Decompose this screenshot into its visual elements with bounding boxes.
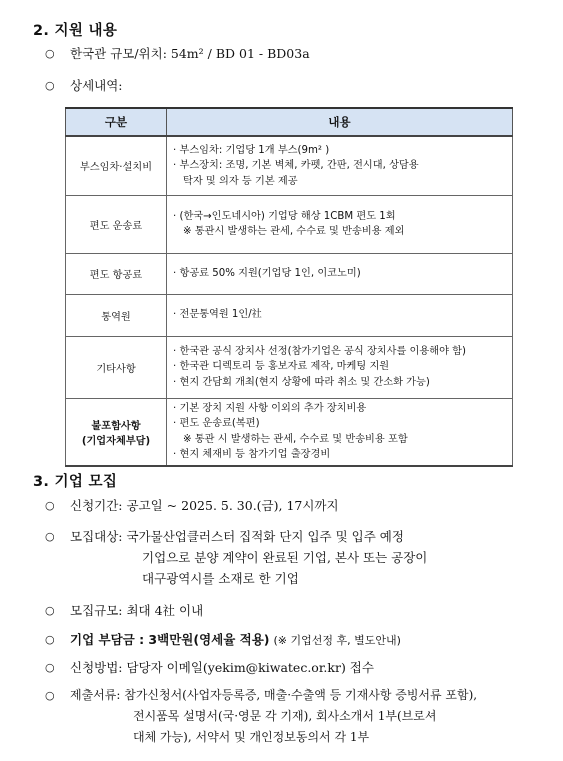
documents-text: 제출서류: 참가신청서(사업자등록증, 매출·수출액 등 기재사항 증빙서류 포함),	[70, 688, 478, 702]
table-row	[66, 294, 513, 336]
details-label: 상세내역:	[70, 78, 123, 93]
application-method-bullet	[45, 657, 545, 678]
application-method-text: 신청방법: 담당자 이메일(yekim@kiwatec.or.kr) 접수	[70, 660, 374, 675]
content-line: · 현지 간담회 개최(현지 상황에 따라 취소 및 간소화 가능)	[173, 376, 430, 388]
bullet-circle-icon: ○	[45, 689, 55, 702]
excluded-label-sub: (기업자체부담)	[81, 435, 151, 447]
row-content	[167, 195, 513, 253]
table-row	[66, 398, 513, 466]
table-row	[66, 195, 513, 253]
eligibility-cont-1: 기업으로 분양 계약이 완료된 기업, 본사 또는 공장이	[142, 550, 428, 565]
row-content	[167, 336, 513, 398]
recruit-size-bullet	[45, 600, 535, 621]
column-header-category: 구분	[66, 108, 167, 136]
table-row	[66, 136, 513, 195]
content-line: · 부스임차: 기업당 1개 부스(9m² )	[173, 144, 330, 156]
bullet-circle-icon: ○	[45, 499, 55, 512]
table-row	[66, 336, 513, 398]
eligibility-cont-2: 대구광역시를 소재로 한 기업	[142, 571, 299, 586]
bullet-circle-icon: ○	[45, 633, 55, 646]
row-label	[66, 398, 167, 466]
recruit-size-text: 모집규모: 최대 4社 이내	[70, 603, 204, 618]
content-line: · 한국관 디렉토리 등 홍보자료 제작, 마케팅 지원	[173, 361, 390, 373]
row-label: 통역원	[66, 294, 167, 336]
scale-location-text: 한국관 규모/위치: 54m² / BD 01 - BD03a	[70, 46, 310, 61]
row-content	[167, 398, 513, 466]
content-line: · 부스장치: 조명, 기본 벽체, 카펫, 간판, 전시대, 상담용	[173, 160, 419, 171]
content-line: · 편도 운송료(복편)	[173, 418, 260, 429]
row-content	[167, 253, 513, 294]
company-fee-text: 기업 부담금 : 3백만원(영세율 적용)	[70, 632, 270, 647]
row-content	[167, 136, 513, 195]
content-line: · 항공료 50% 지원(기업당 1인, 이코노미)	[173, 267, 361, 279]
eligibility-bullet	[45, 526, 535, 589]
content-line: · 전문통역원 1인/社	[173, 309, 262, 321]
excluded-label: 불포함사항	[91, 420, 141, 432]
column-header-content: 내용	[167, 108, 513, 136]
documents-cont-2: 대체 가능), 서약서 및 개인정보동의서 각 1부	[133, 730, 370, 744]
content-line: 탁자 및 의자 등 기본 제공	[183, 175, 298, 187]
row-label: 편도 운송료	[66, 195, 167, 253]
company-fee-bullet	[45, 629, 545, 651]
details-bullet	[45, 75, 525, 96]
content-line: · 한국관 공식 장치사 선정(참가기업은 공식 장치사를 이용해야 함)	[173, 345, 466, 357]
company-fee-note: (※ 기업선정 후, 별도안내)	[273, 634, 401, 647]
row-label: 편도 항공료	[66, 253, 167, 294]
application-period-bullet	[45, 495, 535, 516]
documents-bullet	[45, 685, 545, 748]
table-row	[66, 253, 513, 294]
row-content	[167, 294, 513, 336]
company-fee-line	[45, 629, 545, 651]
section-2-heading: 2. 지원 내용	[33, 23, 118, 39]
content-line: · 현지 체재비 등 참가기업 출장경비	[173, 449, 331, 460]
content-line: ※ 통관 시 발생하는 관세, 수수료 및 반송비용 포함	[183, 433, 408, 445]
bullet-circle-icon: ○	[45, 530, 55, 543]
support-details-table	[65, 107, 513, 467]
content-line: · (한국→인도네시아) 기업당 해상 1CBM 편도 1회	[173, 210, 396, 222]
section-3-heading: 3. 기업 모집	[33, 474, 118, 490]
bullet-circle-icon: ○	[45, 604, 55, 617]
scale-location-bullet	[45, 43, 525, 64]
content-line: · 기본 장치 지원 사항 이외의 추가 장치비용	[173, 402, 367, 414]
application-period-text: 신청기간: 공고일 ~ 2025. 5. 30.(금), 17시까지	[70, 498, 339, 513]
bullet-circle-icon: ○	[45, 661, 55, 674]
content-line: ※ 통관시 발생하는 관세, 수수료 및 반송비용 제외	[183, 226, 405, 237]
eligibility-text: 모집대상: 국가물산업클러스터 집적화 단지 입주 및 입주 예정	[70, 529, 404, 544]
bullet-circle-icon: ○	[45, 47, 55, 60]
bullet-circle-icon: ○	[45, 79, 55, 92]
row-label: 부스임차·설치비	[66, 136, 167, 195]
documents-cont-1: 전시품목 설명서(국·영문 각 기재), 회사소개서 1부(브로셔	[133, 709, 437, 723]
row-label: 기타사항	[66, 336, 167, 398]
table-header-row	[66, 108, 513, 136]
